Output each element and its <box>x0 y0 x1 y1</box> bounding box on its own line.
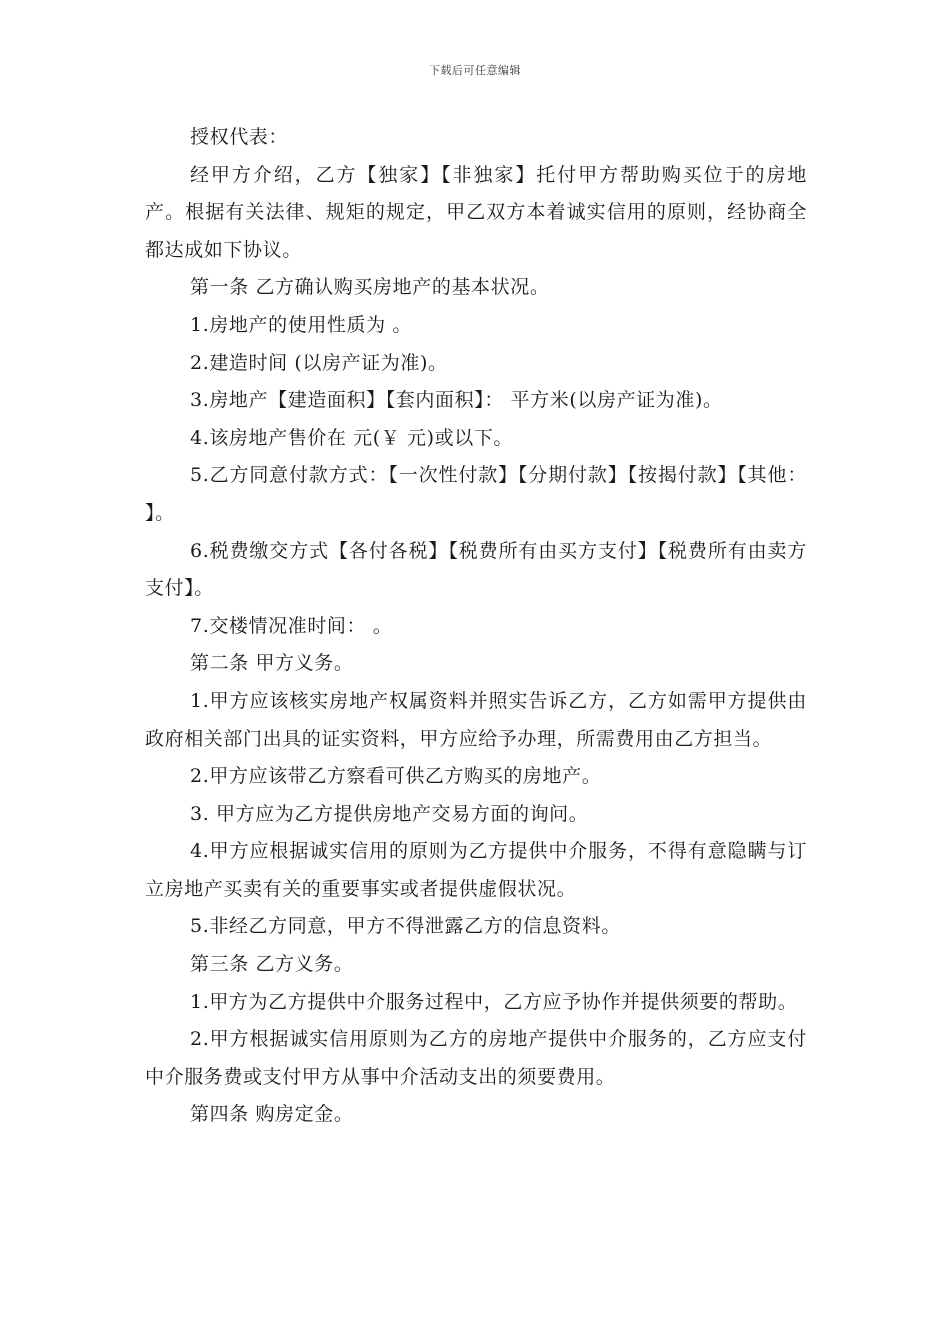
article-3-item-1: 1.甲方为乙方提供中介服务过程中，乙方应予协作并提供须要的帮助。 <box>190 990 798 1013</box>
article-1-item-6: 6.税费缴交方式【各付各税】【税费所有由买方支付】【税费所有由卖方支付】。 <box>145 539 807 600</box>
article-1-item-3: 3.房地产【建造面积】【套内面积】： 平方米(以房产证为准)。 <box>190 389 723 412</box>
document-body <box>145 119 814 1134</box>
article-2-item-4: 4.甲方应根据诚实信用的原则为乙方提供中介服务，不得有意隐瞒与订立房地产买卖有关的重要事实或者提供虚假状况。 <box>145 840 807 900</box>
article-1-item-4: 4.该房地产售价在 元(￥ 元)或以下。 <box>190 426 514 449</box>
paragraph-intro: 经甲方介绍，乙方【独家】【非独家】托付甲方帮助购买位于的房地产。根据有关法律、规矩的规定，甲乙双方本着诚实信用的原则，经协商全都达成如下协议。 <box>145 163 807 261</box>
article-1-item-5: 5.乙方同意付款方式：【一次性付款】【分期付款】【按揭付款】【其他： 】。 <box>145 464 814 524</box>
article-2-item-1: 1.甲方应该核实房地产权属资料并照实告诉乙方，乙方如需甲方提供由政府相关部门出具的证实资料，甲方应给予办理，所需费用由乙方担当。 <box>145 689 807 750</box>
article-2-item-5: 5.非经乙方同意，甲方不得泄露乙方的信息资料。 <box>190 915 621 938</box>
article-2-item-3: 3. 甲方应为乙方提供房地产交易方面的询问。 <box>190 802 589 825</box>
article-1-item-7: 7.交楼情况准时间： 。 <box>190 614 393 637</box>
article-3-item-2: 2.甲方根据诚实信用原则为乙方的房地产提供中介服务的，乙方应支付中介服务费或支付甲方从事中介活动支出的须要费用。 <box>145 1028 807 1088</box>
page-header: 下载后可任意编辑 <box>429 64 521 77</box>
article-1-item-2: 2.建造时间 (以房产证为准)。 <box>190 351 448 374</box>
article-2-item-2: 2.甲方应该带乙方察看可供乙方购买的房地产。 <box>190 765 602 788</box>
article-1-heading: 第一条 乙方确认购买房地产的基本状况。 <box>190 276 550 299</box>
article-4-heading: 第四条 购房定金。 <box>190 1103 354 1126</box>
article-2-heading: 第二条 甲方义务。 <box>190 652 354 675</box>
article-1-item-1: 1.房地产的使用性质为 。 <box>190 313 412 336</box>
article-3-heading: 第三条 乙方义务。 <box>190 953 354 976</box>
paragraph-authorized-rep: 授权代表： <box>190 126 289 148</box>
